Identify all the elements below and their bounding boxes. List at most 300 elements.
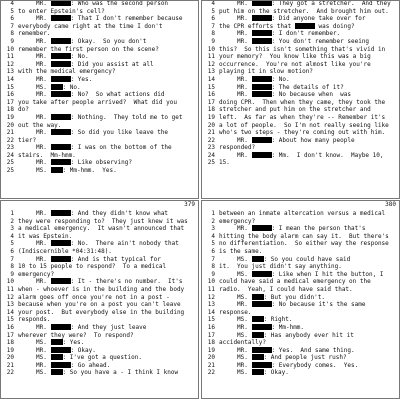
line-text-end: : About how many people xyxy=(271,136,355,144)
line-text-start: when - whoever is in the building and the body xyxy=(18,285,185,293)
line-text xyxy=(219,0,399,8)
line-text xyxy=(18,137,198,145)
line-number: 11 xyxy=(6,285,14,293)
line-text xyxy=(18,256,198,264)
transcript-line xyxy=(1,248,198,256)
line-number: 4 xyxy=(211,232,215,240)
transcript-line xyxy=(1,99,198,107)
line-text-end: : That I don't remember because xyxy=(70,15,183,23)
line-text-end: : Nothing. They told me to get xyxy=(70,113,183,121)
transcript-line xyxy=(1,324,198,332)
line-text-end: : Go ahead. xyxy=(70,361,111,369)
redaction-block xyxy=(51,347,71,353)
line-number: 14 xyxy=(6,308,14,316)
line-text-end: : I mean the person that's xyxy=(271,225,366,233)
line-text-start: who's two steps - they're coming out with him. xyxy=(219,129,386,137)
redaction-block xyxy=(51,91,71,97)
line-text xyxy=(18,152,198,160)
line-text-start: MS. xyxy=(18,354,51,362)
line-text-end: : I've got a question. xyxy=(62,354,142,362)
redaction-block xyxy=(252,137,272,143)
redaction-block xyxy=(252,354,264,360)
redaction-block xyxy=(51,15,71,21)
line-text-start: alarm goes off once you're not in a post - xyxy=(18,293,170,301)
transcript-line xyxy=(202,294,399,302)
line-text xyxy=(219,53,399,61)
transcript-line xyxy=(1,8,198,16)
line-text-start: MR. xyxy=(18,53,51,61)
redaction-block xyxy=(51,167,63,173)
line-text xyxy=(18,233,198,241)
transcript-line xyxy=(202,68,399,76)
line-text xyxy=(18,99,198,107)
transcript-line xyxy=(202,286,399,294)
redaction-block xyxy=(51,369,63,375)
line-number: 19 xyxy=(207,346,215,354)
line-number: 11 xyxy=(207,53,215,61)
line-number: 12 xyxy=(207,293,215,301)
line-number: 3 xyxy=(211,225,215,233)
transcript-line xyxy=(202,15,399,23)
line-text xyxy=(18,271,198,279)
redaction-block xyxy=(51,76,71,82)
transcript-line xyxy=(1,129,198,137)
line-text xyxy=(18,159,198,167)
line-text-start: put him on the stretcher. And brought him out. xyxy=(219,7,389,15)
line-text-end: : Mm-hmm. Yes. xyxy=(62,167,117,175)
transcript-line xyxy=(1,256,198,264)
line-text xyxy=(219,354,399,362)
redaction-block xyxy=(51,210,71,216)
line-text-end: : Did anyone take over for xyxy=(271,15,366,23)
transcript-line xyxy=(202,106,399,114)
redaction-block xyxy=(51,53,71,59)
line-number: 14 xyxy=(207,75,215,83)
transcript-line xyxy=(1,167,198,175)
line-text xyxy=(18,369,198,377)
redaction-block xyxy=(51,38,71,44)
line-text-end: : No. xyxy=(271,75,290,83)
line-text-start: emergency? xyxy=(18,270,55,278)
line-text xyxy=(18,332,198,340)
line-number: 21 xyxy=(207,129,215,137)
line-number: 9 xyxy=(211,37,215,45)
line-number: 2 xyxy=(211,217,215,225)
line-text-start: with the medical emergency? xyxy=(18,68,116,76)
line-text-end: : And they didn't know what xyxy=(70,210,169,217)
transcript-line xyxy=(202,30,399,38)
line-number: 24 xyxy=(207,151,215,159)
line-text-end: : You don't remember seeing xyxy=(271,37,370,45)
redaction-block xyxy=(51,256,71,262)
line-text-end: : Mm. I don't know. Maybe 10, xyxy=(271,151,384,159)
line-text xyxy=(18,53,198,61)
line-text xyxy=(18,68,198,76)
line-text xyxy=(219,15,399,23)
line-text-start: MR. xyxy=(18,37,51,45)
line-number: 20 xyxy=(207,121,215,129)
line-text-start: your memory? You know like this was a big xyxy=(219,53,371,61)
line-text xyxy=(18,84,198,92)
line-number: 21 xyxy=(6,129,14,137)
line-number: 21 xyxy=(207,361,215,369)
line-number: 17 xyxy=(207,98,215,106)
line-text xyxy=(219,129,399,137)
line-text-start: MR. xyxy=(18,346,51,354)
line-text xyxy=(219,46,399,54)
line-text-start: MR. xyxy=(219,37,252,45)
page-number: 380 xyxy=(385,201,396,208)
line-text-start: (Indiscernible *04:31:48). xyxy=(18,247,112,255)
transcript-line xyxy=(1,152,198,160)
line-text-start: MS. xyxy=(219,354,252,362)
transcript-line xyxy=(202,84,399,92)
transcript-line xyxy=(202,76,399,84)
line-text-start: 10 to 15 people to respond? To a medical xyxy=(18,263,167,271)
line-number: 15 xyxy=(207,83,215,91)
line-text-start: MS. xyxy=(18,167,51,175)
line-text-start: it was Epstein. xyxy=(18,232,73,240)
line-number: 4 xyxy=(10,232,14,240)
line-text-end: was doing? xyxy=(314,22,355,30)
line-number: 8 xyxy=(211,263,215,271)
line-text-start: MR. xyxy=(219,15,252,23)
line-text-start: a medical emergency. It wasn't announced that xyxy=(18,225,185,233)
line-text xyxy=(18,61,198,69)
line-text xyxy=(18,114,198,122)
transcript-line xyxy=(202,152,399,160)
redaction-block xyxy=(252,294,264,300)
line-number: 13 xyxy=(207,68,215,76)
line-number: 18 xyxy=(207,106,215,114)
transcript-line xyxy=(202,0,399,8)
line-text-start: to enter Epstein's cell? xyxy=(18,7,105,15)
redaction-block xyxy=(51,61,71,67)
line-text xyxy=(219,339,399,347)
line-text xyxy=(219,271,399,279)
line-text-start: MR. xyxy=(219,91,252,99)
line-text-end: : Yes. xyxy=(70,75,93,83)
line-text xyxy=(219,114,399,122)
redaction-block xyxy=(51,362,71,368)
transcript-line xyxy=(202,159,399,167)
line-text xyxy=(219,210,399,218)
line-number: 19 xyxy=(6,346,14,354)
line-text xyxy=(219,225,399,233)
line-number: 25 xyxy=(6,167,14,175)
line-text-end: : It - there's no number. It's xyxy=(70,278,183,286)
transcript-line xyxy=(1,301,198,309)
line-text-end: : So did you like leave the xyxy=(70,129,169,137)
line-text xyxy=(219,23,399,31)
line-text-start: MR. xyxy=(18,60,51,68)
transcript-line xyxy=(1,240,198,248)
line-number: 14 xyxy=(6,75,14,83)
redaction-block xyxy=(252,301,272,307)
line-text-start: MR. xyxy=(219,361,252,369)
transcript-line xyxy=(202,129,399,137)
line-text xyxy=(18,91,198,99)
line-number: 1 xyxy=(211,210,215,217)
line-text-end: : I was on the bottom of the xyxy=(70,144,172,152)
line-text-start: emergency? xyxy=(219,217,256,225)
redaction-block xyxy=(252,84,272,90)
page-lines xyxy=(202,0,399,167)
line-text xyxy=(219,30,399,38)
line-text xyxy=(219,309,399,317)
line-number: 6 xyxy=(211,247,215,255)
line-number: 9 xyxy=(10,37,14,45)
line-number: 17 xyxy=(6,331,14,339)
line-number: 25 xyxy=(207,159,215,167)
line-text xyxy=(18,46,198,54)
line-text xyxy=(219,316,399,324)
transcript-line xyxy=(1,332,198,340)
redaction-block xyxy=(51,144,71,150)
line-text xyxy=(219,8,399,16)
line-number: 23 xyxy=(6,144,14,152)
page-lines xyxy=(1,210,198,377)
line-number: 7 xyxy=(211,255,215,263)
line-text xyxy=(219,263,399,271)
transcript-line xyxy=(1,15,198,23)
line-number: 8 xyxy=(10,30,14,38)
transcript-line xyxy=(202,144,399,152)
transcript-line xyxy=(1,210,198,218)
line-text-start: MR. xyxy=(18,129,51,137)
transcript-line xyxy=(1,38,198,46)
transcript-line xyxy=(202,278,399,286)
line-text-start: wherever they were? To respond? xyxy=(18,331,134,339)
transcript-line xyxy=(1,263,198,271)
transcript-line xyxy=(1,23,198,31)
transcript-line xyxy=(1,0,198,8)
line-number: 10 xyxy=(6,45,14,53)
transcript-line xyxy=(202,369,399,377)
transcript-line xyxy=(1,369,198,377)
line-text-start: responded? xyxy=(219,144,256,152)
line-text xyxy=(219,347,399,355)
transcript-line xyxy=(1,347,198,355)
line-text-end: : And is that typical for xyxy=(70,255,161,263)
line-text xyxy=(18,167,198,175)
line-number: 11 xyxy=(207,285,215,293)
line-text-start: out the way. xyxy=(18,121,62,129)
line-text-end: : No because it's the same xyxy=(271,301,366,309)
transcript-line xyxy=(202,240,399,248)
redaction-block xyxy=(252,15,272,21)
line-number: 25 xyxy=(6,159,14,167)
transcript-line xyxy=(1,225,198,233)
line-text xyxy=(219,240,399,248)
line-text-end: : No? So what actions did xyxy=(70,91,165,99)
line-text-start: this? So this isn't something that's vivid in xyxy=(219,45,386,53)
transcript-line xyxy=(202,53,399,61)
line-text-end: : So you could have said xyxy=(263,255,351,263)
line-text-start: MR. xyxy=(18,113,51,121)
redaction-block xyxy=(51,240,71,246)
line-text xyxy=(219,294,399,302)
line-number: 9 xyxy=(211,270,215,278)
line-text-start: MR. xyxy=(18,323,51,331)
line-number: 4 xyxy=(211,0,215,7)
line-text xyxy=(219,84,399,92)
line-number: 8 xyxy=(10,263,14,271)
transcript-line xyxy=(202,210,399,218)
transcript-line xyxy=(202,309,399,317)
redaction-block xyxy=(295,23,315,29)
redaction-block xyxy=(252,0,272,6)
line-text-start: MS. xyxy=(18,369,51,377)
line-text-start: MR. xyxy=(18,159,51,167)
line-number: 18 xyxy=(6,339,14,347)
transcript-line xyxy=(1,106,198,114)
line-text xyxy=(18,30,198,38)
redaction-block xyxy=(252,256,264,262)
transcript-page-380 xyxy=(201,200,400,399)
line-text xyxy=(219,218,399,226)
page-number: 379 xyxy=(184,201,195,208)
line-text-start: the CPR efforts that xyxy=(219,22,295,30)
line-text-start: MR. xyxy=(18,255,51,263)
line-text xyxy=(219,159,399,167)
transcript-line xyxy=(202,271,399,279)
line-text xyxy=(18,301,198,309)
line-number: 13 xyxy=(207,301,215,309)
line-text xyxy=(18,38,198,46)
line-text-start: MS. xyxy=(219,255,252,263)
transcript-line xyxy=(1,339,198,347)
transcript-page-377 xyxy=(0,0,199,199)
line-text-start: MS. xyxy=(219,293,252,301)
transcript-line xyxy=(202,316,399,324)
transcript-line xyxy=(1,271,198,279)
line-number: 21 xyxy=(6,361,14,369)
transcript-page-378 xyxy=(201,0,400,199)
line-text xyxy=(18,324,198,332)
transcript-line xyxy=(202,347,399,355)
line-text xyxy=(219,61,399,69)
redaction-block xyxy=(252,38,272,44)
redaction-block xyxy=(51,0,71,6)
transcript-line xyxy=(202,61,399,69)
line-text xyxy=(18,0,198,8)
line-text-start: MR. xyxy=(219,0,252,7)
redaction-block xyxy=(252,225,272,231)
line-text-end: : No. xyxy=(62,83,81,91)
redaction-block xyxy=(252,332,264,338)
transcript-line xyxy=(1,53,198,61)
line-text-start: occurrence. You're not almost like you're xyxy=(219,60,371,68)
redaction-block xyxy=(252,316,264,322)
line-number: 18 xyxy=(6,106,14,114)
line-text-end: : No. There ain't nobody that xyxy=(70,240,179,248)
line-text xyxy=(219,369,399,377)
line-text xyxy=(219,362,399,370)
line-text-start: MR. xyxy=(219,346,252,354)
line-text-start: could have said a medical emergency on the xyxy=(219,278,371,286)
line-text xyxy=(18,278,198,286)
line-text xyxy=(219,99,399,107)
line-text-end: : Okay. xyxy=(70,346,96,354)
line-text-end: : Yes. And same thing. xyxy=(271,346,355,354)
line-text-end: : And people just rush? xyxy=(263,354,347,362)
line-number: 15 xyxy=(207,316,215,324)
line-number: 9 xyxy=(10,270,14,278)
line-text-end: : Like observing? xyxy=(70,159,132,167)
line-text-start: a lot of people. So I'm not really seeing like xyxy=(219,121,389,129)
line-text xyxy=(219,137,399,145)
line-text-end: : The details of it? xyxy=(271,83,344,91)
line-number: 8 xyxy=(211,30,215,38)
line-text xyxy=(18,362,198,370)
line-text-start: accidentally? xyxy=(219,339,266,347)
transcript-line xyxy=(1,294,198,302)
line-number: 5 xyxy=(211,7,215,15)
line-text-start: radio. Yeah, I could have said that. xyxy=(219,285,353,293)
line-text xyxy=(18,144,198,152)
line-text-start: MR. xyxy=(18,278,51,286)
line-text xyxy=(18,15,198,23)
line-text-start: MR. xyxy=(18,144,51,152)
line-number: 24 xyxy=(6,151,14,159)
line-text-start: MR. xyxy=(18,361,51,369)
line-number: 22 xyxy=(207,369,215,377)
line-number: 15 xyxy=(6,83,14,91)
transcript-line xyxy=(1,144,198,152)
line-text-start: MR. xyxy=(219,323,252,331)
redaction-block xyxy=(252,30,272,36)
line-text-start: tier? xyxy=(18,136,37,144)
transcript-line xyxy=(202,114,399,122)
transcript-line xyxy=(1,233,198,241)
line-text-start: MR. xyxy=(219,151,252,159)
line-text-end: : Everybody comes. Yes. xyxy=(271,361,359,369)
transcript-line xyxy=(202,38,399,46)
line-text-end: : Did you assist at all xyxy=(70,60,154,68)
line-text-end: : No because when was xyxy=(271,91,351,99)
transcript-line xyxy=(202,256,399,264)
line-text-start: your post. But everybody else in the building xyxy=(18,308,185,316)
redaction-block xyxy=(51,354,63,360)
line-text-start: MS. xyxy=(219,316,252,324)
transcript-line xyxy=(202,248,399,256)
line-text xyxy=(219,91,399,99)
line-text-end: : Mm-hmm. xyxy=(271,323,305,331)
line-text-start: is the same. xyxy=(219,247,263,255)
line-number: 7 xyxy=(10,22,14,30)
line-text-start: they were responding to? They just knew it was xyxy=(18,217,188,225)
redaction-block xyxy=(252,362,272,368)
line-text xyxy=(18,210,198,218)
line-text xyxy=(219,122,399,130)
line-text xyxy=(219,256,399,264)
line-text xyxy=(18,240,198,248)
redaction-block xyxy=(252,271,272,277)
line-text xyxy=(219,38,399,46)
line-text-end: : They got a stretcher. And they xyxy=(271,0,391,7)
transcript-line xyxy=(1,286,198,294)
line-text-end: : So you have a - I think I know xyxy=(62,369,179,377)
transcript-line xyxy=(1,309,198,317)
line-text-end: : Okay. xyxy=(263,369,289,377)
line-text-start: MR. xyxy=(18,240,51,248)
line-number: 22 xyxy=(6,369,14,377)
line-number: 16 xyxy=(207,323,215,331)
line-number: 12 xyxy=(207,60,215,68)
line-number: 22 xyxy=(6,136,14,144)
line-text xyxy=(219,106,399,114)
